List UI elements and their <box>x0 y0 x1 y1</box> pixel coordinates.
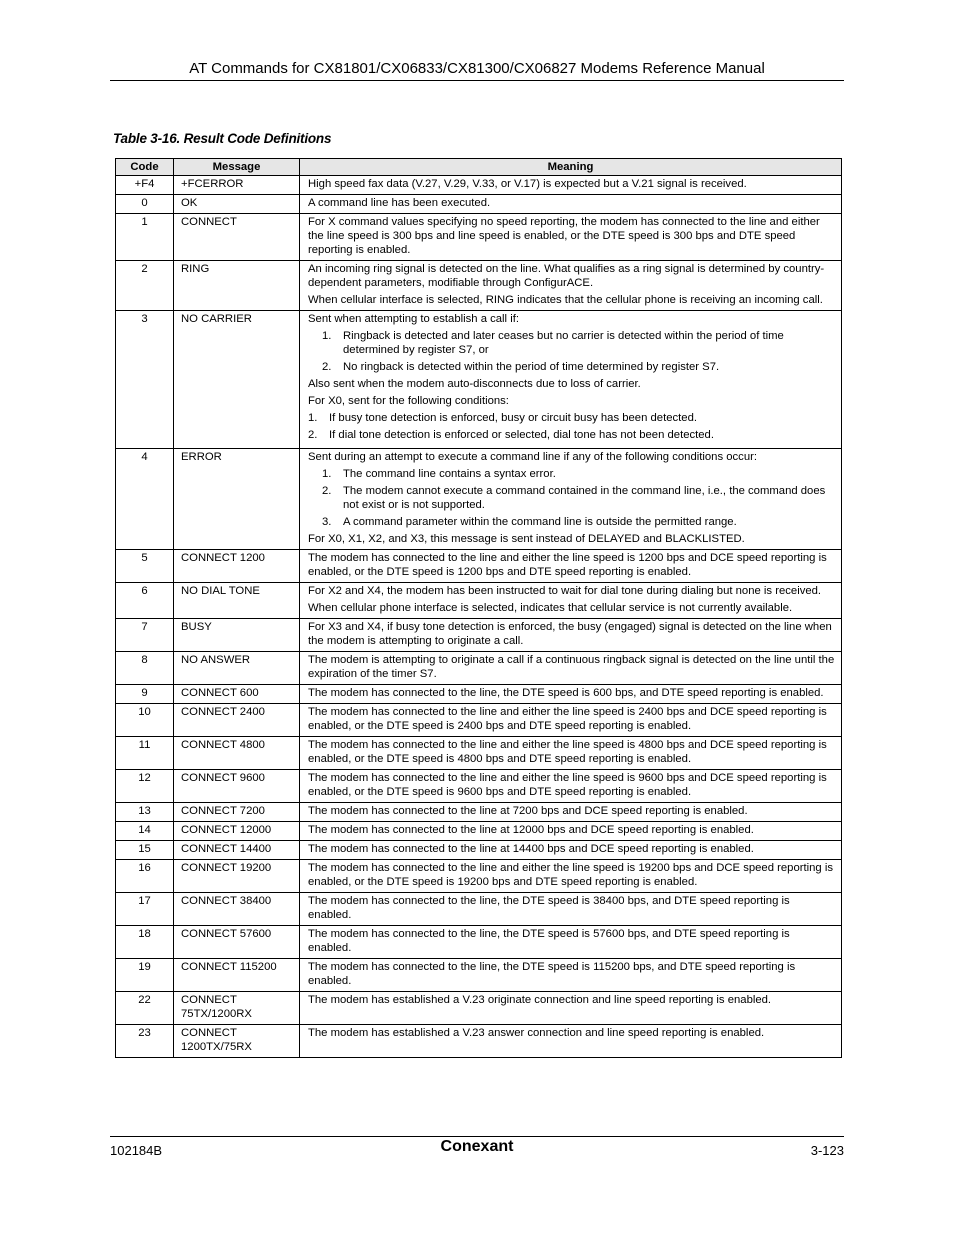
meaning-list-item <box>308 467 835 481</box>
meaning-paragraph: Sent during an attempt to execute a command line if any of the following conditions occur: <box>308 451 757 463</box>
document-number: 102184B <box>110 1143 163 1158</box>
meaning-paragraph: The modem has connected to the line and either the line speed is 1200 bps and DCE speed reporting is enabled, or the DTE speed is 1200 bps and DTE speed reporting is enabled. <box>308 552 827 578</box>
list-item-text: No ringback is detected within the period of time determined by register S7. <box>343 361 720 373</box>
message-cell: CONNECT 7200 <box>174 803 300 822</box>
list-item-number: 1. <box>322 330 332 342</box>
meaning-paragraph: For X command values specifying no speed reporting, the modem has connected to the line and either the line speed is 300 bps and line speed is enabled, or the DTE speed is 300 bps and DTE speed reporting is enabled. <box>308 216 820 256</box>
result-code-cell: 13 <box>116 803 174 822</box>
result-code-cell: 19 <box>116 959 174 992</box>
meaning-list-item <box>308 360 835 374</box>
list-item-number: 2. <box>322 361 332 373</box>
message-cell: CONNECT 57600 <box>174 926 300 959</box>
footer-divider <box>110 1136 844 1137</box>
message-cell: NO DIAL TONE <box>174 583 300 619</box>
message-cell: OK <box>174 195 300 214</box>
message-cell: NO CARRIER <box>174 311 300 449</box>
meaning-paragraph: High speed fax data (V.27, V.29, V.33, or V.17) is expected but a V.21 signal is received. <box>308 178 747 190</box>
meaning-cell <box>300 737 842 770</box>
list-item-text: If dial tone detection is enforced or selected, dial tone has not been detected. <box>329 429 714 441</box>
table-row <box>116 841 842 860</box>
meaning-cell <box>300 583 842 619</box>
meaning-paragraph: The modem has connected to the line and either the line speed is 19200 bps and DCE speed reporting is enabled, or the DTE speed is 19200 bps and DTE speed reporting is enabled. <box>308 862 834 888</box>
result-code-cell: 12 <box>116 770 174 803</box>
meaning-paragraph: The modem has connected to the line and either the line speed is 9600 bps and DCE speed reporting is enabled, or the DTE speed is 9600 bps and DTE speed reporting is enabled. <box>308 772 827 798</box>
meaning-paragraph: For X0, X1, X2, and X3, this message is sent instead of DELAYED and BLACKLISTED. <box>308 533 745 545</box>
result-code-cell: 23 <box>116 1025 174 1058</box>
meaning-cell <box>300 841 842 860</box>
list-item-text: Ringback is detected and later ceases but no carrier is detected within the period of time determined by register S7, or <box>343 330 784 356</box>
meaning-cell <box>300 1025 842 1058</box>
column-header-message: Message <box>174 159 300 176</box>
list-item-number: 1. <box>322 468 332 480</box>
company-name: Conexant <box>440 1138 514 1155</box>
meaning-paragraph: The modem has connected to the line, the DTE speed is 38400 bps, and DTE speed reporting is enabled. <box>308 895 790 921</box>
meaning-cell <box>300 195 842 214</box>
meaning-cell <box>300 959 842 992</box>
result-code-cell: 15 <box>116 841 174 860</box>
message-cell: CONNECT 2400 <box>174 704 300 737</box>
table-caption: Table 3-16. Result Code Definitions <box>113 131 332 146</box>
list-item-number: 2. <box>308 429 318 441</box>
meaning-cell <box>300 992 842 1025</box>
meaning-cell <box>300 926 842 959</box>
result-code-cell: 18 <box>116 926 174 959</box>
meaning-cell <box>300 214 842 261</box>
list-item-number: 1. <box>308 412 318 424</box>
table-row <box>116 449 842 550</box>
message-cell: CONNECT 14400 <box>174 841 300 860</box>
meaning-list-item <box>308 484 835 512</box>
table-row <box>116 550 842 583</box>
meaning-paragraph: For X3 and X4, if busy tone detection is enforced, the busy (engaged) signal is detected on the line when the modem is attempting to originate a call. <box>308 621 832 647</box>
list-item-text: If busy tone detection is enforced, busy or circuit busy has been detected. <box>329 412 697 424</box>
table-row <box>116 704 842 737</box>
result-code-cell: 10 <box>116 704 174 737</box>
message-cell: CONNECT 115200 <box>174 959 300 992</box>
meaning-cell <box>300 619 842 652</box>
meaning-cell <box>300 261 842 311</box>
meaning-paragraph: An incoming ring signal is detected on the line. What qualifies as a ring signal is determined by country-dependent parameters, modifiable through ConfigurACE. <box>308 263 825 289</box>
meaning-paragraph: The modem has established a V.23 answer connection and line speed reporting is enabled. <box>308 1027 765 1039</box>
list-item-number: 2. <box>322 485 332 497</box>
meaning-cell <box>300 803 842 822</box>
message-cell: +FCERROR <box>174 176 300 195</box>
message-cell: CONNECT 600 <box>174 685 300 704</box>
table-row <box>116 822 842 841</box>
meaning-cell <box>300 449 842 550</box>
meaning-paragraph: Sent when attempting to establish a call if: <box>308 313 519 325</box>
column-header-code: Code <box>116 159 174 176</box>
table-row <box>116 195 842 214</box>
meaning-paragraph: When cellular phone interface is selected, indicates that cellular service is not currently available. <box>308 602 793 614</box>
meaning-cell <box>300 704 842 737</box>
table-row <box>116 261 842 311</box>
table-row <box>116 959 842 992</box>
result-code-cell: 22 <box>116 992 174 1025</box>
meaning-paragraph: When cellular interface is selected, RING indicates that the cellular phone is receiving an incoming call. <box>308 294 823 306</box>
meaning-cell <box>300 893 842 926</box>
message-cell: CONNECT 1200 <box>174 550 300 583</box>
list-item-text: A command parameter within the command line is outside the permitted range. <box>343 516 737 528</box>
result-code-cell: 0 <box>116 195 174 214</box>
result-code-table <box>115 158 842 1058</box>
meaning-list-item <box>308 411 835 425</box>
table-row <box>116 685 842 704</box>
result-code-cell: 16 <box>116 860 174 893</box>
list-item-text: The modem cannot execute a command contained in the command line, i.e., the command does not exist or is not supported. <box>343 485 826 511</box>
result-code-cell: 14 <box>116 822 174 841</box>
table-row <box>116 893 842 926</box>
table-row <box>116 583 842 619</box>
result-code-cell: 8 <box>116 652 174 685</box>
result-code-cell: 2 <box>116 261 174 311</box>
table-row <box>116 176 842 195</box>
table-row <box>116 803 842 822</box>
table-row <box>116 860 842 893</box>
list-item-number: 3. <box>322 516 332 528</box>
meaning-paragraph: Also sent when the modem auto-disconnects due to loss of carrier. <box>308 378 641 390</box>
meaning-cell <box>300 652 842 685</box>
table-row <box>116 737 842 770</box>
message-cell: CONNECT 1200TX/75RX <box>174 1025 300 1058</box>
table-body <box>116 176 842 1058</box>
meaning-cell <box>300 176 842 195</box>
table-row <box>116 770 842 803</box>
meaning-paragraph: The modem has connected to the line, the DTE speed is 600 bps, and DTE speed reporting is enabled. <box>308 687 824 699</box>
meaning-cell <box>300 685 842 704</box>
result-code-cell: 1 <box>116 214 174 261</box>
meaning-list-item <box>308 515 835 529</box>
result-code-cell: 3 <box>116 311 174 449</box>
meaning-paragraph: A command line has been executed. <box>308 197 491 209</box>
table-row <box>116 992 842 1025</box>
result-code-cell: 9 <box>116 685 174 704</box>
meaning-cell <box>300 860 842 893</box>
result-code-cell: +F4 <box>116 176 174 195</box>
meaning-list-item <box>308 329 835 357</box>
meaning-cell <box>300 550 842 583</box>
meaning-paragraph: The modem is attempting to originate a call if a continuous ringback signal is detected on the line until the expiration of the timer S7. <box>308 654 835 680</box>
meaning-list-item <box>308 428 835 442</box>
table-row <box>116 311 842 449</box>
result-code-cell: 11 <box>116 737 174 770</box>
result-code-cell: 4 <box>116 449 174 550</box>
meaning-paragraph: For X2 and X4, the modem has been instructed to wait for dial tone during dialing but none is received. <box>308 585 822 597</box>
message-cell: CONNECT 19200 <box>174 860 300 893</box>
result-code-cell: 5 <box>116 550 174 583</box>
message-cell: NO ANSWER <box>174 652 300 685</box>
result-code-cell: 17 <box>116 893 174 926</box>
meaning-paragraph: The modem has connected to the line and either the line speed is 4800 bps and DCE speed reporting is enabled, or the DTE speed is 4800 bps and DTE speed reporting is enabled. <box>308 739 827 765</box>
meaning-cell <box>300 822 842 841</box>
header-divider <box>110 80 844 81</box>
table-row <box>116 652 842 685</box>
column-header-meaning: Meaning <box>300 159 842 176</box>
page-header-title: AT Commands for CX81801/CX06833/CX81300/CX06827 Modems Reference Manual <box>189 60 765 77</box>
meaning-paragraph: The modem has connected to the line at 12000 bps and DCE speed reporting is enabled. <box>308 824 754 836</box>
message-cell: CONNECT 4800 <box>174 737 300 770</box>
message-cell: CONNECT 38400 <box>174 893 300 926</box>
page-number: 3-123 <box>810 1143 844 1158</box>
result-code-cell: 6 <box>116 583 174 619</box>
meaning-paragraph: For X0, sent for the following conditions: <box>308 395 509 407</box>
message-cell: CONNECT 75TX/1200RX <box>174 992 300 1025</box>
meaning-paragraph: The modem has connected to the line, the DTE speed is 57600 bps, and DTE speed reporting is enabled. <box>308 928 790 954</box>
result-code-cell: 7 <box>116 619 174 652</box>
table-header-row <box>116 159 842 176</box>
meaning-paragraph: The modem has established a V.23 originate connection and line speed reporting is enabled. <box>308 994 772 1006</box>
table-row <box>116 619 842 652</box>
meaning-cell <box>300 770 842 803</box>
message-cell: CONNECT 9600 <box>174 770 300 803</box>
message-cell: ERROR <box>174 449 300 550</box>
table-row <box>116 926 842 959</box>
table-row <box>116 214 842 261</box>
meaning-paragraph: The modem has connected to the line, the DTE speed is 115200 bps, and DTE speed reporting is enabled. <box>308 961 796 987</box>
message-cell: CONNECT 12000 <box>174 822 300 841</box>
meaning-paragraph: The modem has connected to the line and either the line speed is 2400 bps and DCE speed reporting is enabled, or the DTE speed is 2400 bps and DTE speed reporting is enabled. <box>308 706 827 732</box>
message-cell: RING <box>174 261 300 311</box>
message-cell: CONNECT <box>174 214 300 261</box>
message-cell: BUSY <box>174 619 300 652</box>
meaning-paragraph: The modem has connected to the line at 14400 bps and DCE speed reporting is enabled. <box>308 843 754 855</box>
meaning-cell <box>300 311 842 449</box>
list-item-text: The command line contains a syntax error. <box>343 468 556 480</box>
meaning-paragraph: The modem has connected to the line at 7200 bps and DCE speed reporting is enabled. <box>308 805 748 817</box>
table-row <box>116 1025 842 1058</box>
